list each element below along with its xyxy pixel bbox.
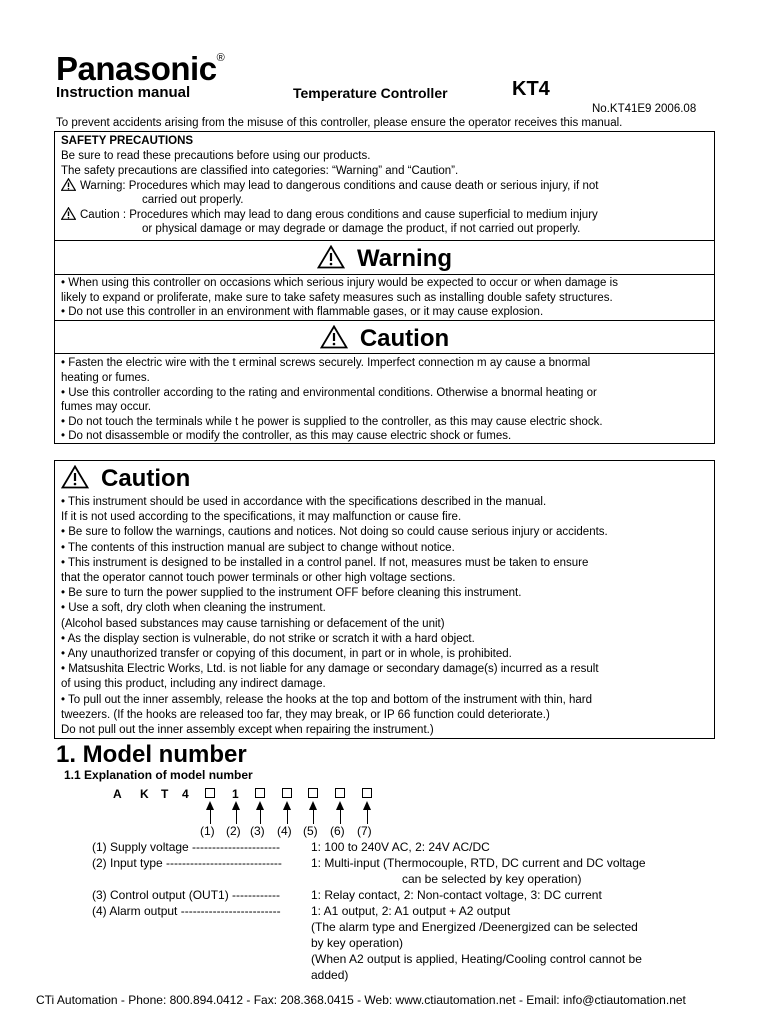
caution1-line-2: heating or fumes. — [61, 372, 150, 384]
spec-value: 1: 100 to 240V AC, 2: 24V AC/DC — [311, 840, 490, 854]
code-letter: A — [113, 787, 122, 801]
caution-line: • The contents of this instruction manual are subject to change without notice. — [61, 541, 455, 554]
caution1-line-4: fumes may occur. — [61, 401, 152, 413]
warning-definition-cont: carried out properly. — [142, 194, 244, 206]
safety-line-2: The safety precautions are classified into categories: “Warning” and “Caution”. — [61, 165, 459, 177]
caution-line: • Use a soft, dry cloth when cleaning the instrument. — [61, 602, 326, 615]
spec-label: (3) Control output (OUT1) ------------ — [92, 888, 280, 902]
spec-label: (1) Supply voltage ---------------------- — [92, 840, 280, 854]
caution-heading: Caution — [61, 465, 190, 493]
position-label: (7) — [357, 824, 372, 838]
caution-line: (Alcohol based substances may cause tarnishing or defacement of the unit) — [61, 617, 445, 630]
brand-logo: Panasonic® — [56, 50, 225, 87]
code-letter: K — [140, 787, 149, 801]
position-label: (4) — [277, 824, 292, 838]
caution-line: • To pull out the inner assembly, release the hooks at the top and bottom of the instrument with thin, hard — [61, 693, 592, 706]
warning-line-2: likely to expand or proliferate, make sure to take safety measures such as installing double safety structures. — [61, 292, 613, 304]
position-label: (1) — [200, 824, 215, 838]
caution-line: • This instrument should be used in accordance with the specifications described in the manual. — [61, 496, 547, 508]
caution-box — [54, 460, 715, 739]
caution-line: • Be sure to turn the power supplied to the instrument OFF before cleaning this instrument. — [61, 587, 522, 600]
position-label: (2) — [226, 824, 241, 838]
caution-line: If it is not used according to the specifications, it may malfunction or cause fire. — [61, 511, 462, 524]
caution-definition-cont: or physical damage or may degrade or damage the product, if not carried out properly. — [142, 223, 581, 235]
caution-line: • This instrument is designed to be installed in a control panel. If not, measures must be taken to ensure — [61, 556, 589, 569]
code-slot-box — [205, 788, 215, 798]
caution-line: • As the display section is vulnerable, do not strike or scratch it with a hard object. — [61, 632, 475, 645]
warning-banner: Warning — [55, 245, 714, 273]
caution-definition: Caution : Procedures which may lead to dang erous conditions and cause superficial to medium injury — [61, 207, 598, 223]
spec-value: (The alarm type and Energized /Deenergized can be selected — [311, 920, 638, 934]
caution1-line-5: • Do not touch the terminals while t he power is supplied to the controller, as this may cause electric shock. — [61, 416, 603, 428]
code-letter: T — [161, 787, 169, 801]
caution1-line-6: • Do not disassemble or modify the controller, as this may cause electric shock or fumes. — [61, 430, 512, 442]
footer-contact: CTi Automation - Phone: 800.894.0412 - Fax: 208.368.0415 - Web: www.ctiautomation.net - Email: info@ctiautomation.net — [36, 993, 686, 1007]
code-slot-box — [282, 788, 292, 798]
code-slot-box — [255, 788, 265, 798]
caution1-line-1: • Fasten the electric wire with the t erminal screws securely. Imperfect connection m ay cause a bnormal — [61, 357, 591, 369]
caution-triangle-icon — [320, 325, 348, 349]
caution-line: tweezers. (If the hooks are released too far, they may break, or IP 66 function could deteriorate.) — [61, 708, 550, 721]
subsection-title: 1.1 Explanation of model number — [64, 768, 253, 782]
warning-triangle-icon — [317, 245, 345, 269]
code-fixed-digit: 1 — [232, 787, 239, 801]
warning-triangle-icon — [61, 178, 76, 191]
code-letter: 4 — [182, 787, 189, 801]
warning-definition: Warning: Procedures which may lead to dangerous conditions and cause death or serious injury, if not — [61, 178, 598, 194]
position-label: (6) — [330, 824, 345, 838]
spec-label: (2) Input type ----------------------------- — [92, 856, 282, 870]
caution-line: Do not pull out the inner assembly except when repairing the instrument.) — [61, 724, 434, 736]
caution-triangle-icon — [61, 207, 76, 220]
spec-label: (4) Alarm output ------------------------- — [92, 904, 281, 918]
section-title: 1. Model number — [56, 741, 247, 768]
safety-title: SAFETY PRECAUTIONS — [61, 135, 194, 147]
position-label: (5) — [303, 824, 318, 838]
spec-value: by key operation) — [311, 936, 404, 950]
spec-value: 1: Multi-input (Thermocouple, RTD, DC current and DC voltage — [311, 856, 646, 870]
caution-line: that the operator cannot touch power terminals or other high voltage sections. — [61, 572, 456, 584]
model-name: KT4 — [512, 78, 550, 100]
code-slot-box — [308, 788, 318, 798]
code-slot-box — [335, 788, 345, 798]
warning-line-3: • Do not use this controller in an environment with flammable gases, or it may cause explosion. — [61, 306, 544, 318]
caution-line: • Matsushita Electric Works, Ltd. is not liable for any damage or secondary damage(s) incurred as a result — [61, 663, 599, 676]
doc-number: No.KT41E9 2006.08 — [592, 103, 697, 115]
spec-value: added) — [311, 968, 349, 982]
product-name: Temperature Controller — [293, 85, 448, 101]
spec-value: 1: Relay contact, 2: Non-contact voltage, 3: DC current — [311, 888, 602, 902]
caution-banner: Caution — [55, 325, 714, 353]
intro-text: To prevent accidents arising from the misuse of this controller, please ensure the operator receives this manual. — [56, 117, 623, 129]
caution1-line-3: • Use this controller according to the rating and environmental conditions. Otherwise a bnormal heating or — [61, 387, 597, 399]
spec-value: can be selected by key operation) — [402, 872, 582, 886]
safety-line-1: Be sure to read these precautions before using our products. — [61, 150, 371, 162]
warning-line-1: • When using this controller on occasions which serious injury would be expected to occur or when damage is — [61, 277, 618, 289]
safety-precautions-box — [54, 131, 715, 444]
spec-value: 1: A1 output, 2: A1 output + A2 output — [311, 904, 511, 918]
caution-line: • Any unauthorized transfer or copying of this document, in part or in whole, is prohibited. — [61, 648, 512, 660]
caution-line: • Be sure to follow the warnings, cautions and notices. Not doing so could cause serious injury or accidents. — [61, 526, 608, 539]
doc-type: Instruction manual — [56, 84, 191, 101]
caution-triangle-icon — [61, 465, 89, 489]
position-label: (3) — [250, 824, 265, 838]
code-slot-box — [362, 788, 372, 798]
spec-value: (When A2 output is applied, Heating/Cooling control cannot be — [311, 952, 642, 966]
caution-line: of using this product, including any indirect damage. — [61, 678, 326, 691]
